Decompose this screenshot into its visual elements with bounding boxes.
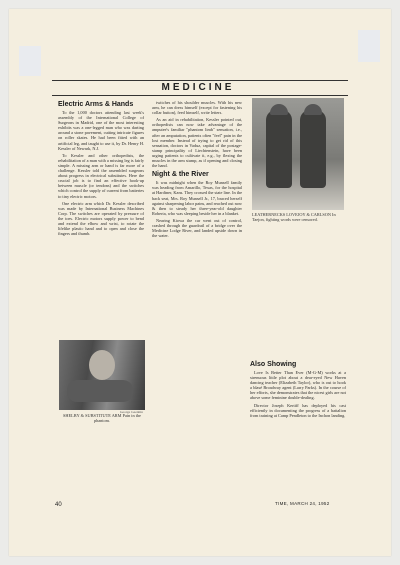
tape-strip-right	[358, 30, 380, 62]
article-heading-night-river: Night & the River	[152, 171, 209, 179]
paragraph: Director Joseph Kertiff has deployed his cast efficiently in documenting the progress of a battalion from training at Camp Pendleton to the Inchon landing.	[250, 402, 346, 418]
paragraph: To Kessler and other orthopedists, the rehabilitation of a man with a missing leg is fairly simple. A missing arm or hand is far more of a challenge. Kessler told the assembled surgeons about progress in electrical substitutes. Here the crucial job is to find an effective hook-up between muscle (or tendons) and the switches which control the supply of current from batteries to tiny electric motors.	[58, 152, 144, 199]
column-2	[152, 100, 242, 405]
paragraph: Nearing Kiowa the car went out of control, crashed through the guardrail of a bridge over the Medicine Lodge River, and landed upside down in the water.	[152, 217, 242, 239]
photo-arm	[67, 380, 133, 402]
column-3	[250, 360, 346, 505]
page-number: 40	[55, 502, 62, 508]
soldier-figure	[266, 110, 292, 188]
section-header: MEDICINE	[161, 82, 235, 93]
article-heading-also-showing: Also Showing	[250, 361, 297, 368]
issue-footer: TIME, MARCH 24, 1952	[275, 501, 330, 506]
soldier-figure	[300, 110, 326, 188]
helmet	[304, 104, 322, 115]
paragraph: One electric arm which Dr. Kessler described was made by International Business Machines Corp. The switches are operated by pressure of the toes. Electric motors supply power to bend and extend the elbow and wrist, to rotate the lifelike plastic hand and to open and close the fingers and thumb.	[58, 200, 144, 237]
helmet	[270, 104, 288, 115]
paragraph: To the 1,000 doctors attending last week's assembly of the International College of Surgeons in Madrid, one of the most interesting exhibits was a one-legged man who was darting around a stone pavement, cutting intricate figures on roller skates. He had been fitted with an artificial leg, and taught to use it, by Dr. Henry H. Kessler of Newark, N.J.	[58, 110, 144, 151]
header-rule-bottom	[52, 95, 348, 96]
column-1	[58, 100, 144, 338]
photo-soldiers	[252, 98, 344, 210]
article-heading-electric-arms: Electric Arms & Hands	[58, 101, 134, 108]
header-rule-top	[52, 80, 348, 81]
paragraph: It was midnight when the Roy Munsell family was heading from Amarillo, Texas, for the hospital at Hardtner, Kans. They crossed the state line. In the back seat, Mrs. Roy Munsell Jr., 17, braced herself against sharpening labor pains, and reached out now & then to steady her three-year-old daughter Roberta, who was sleeping beside her in a blanket.	[152, 180, 242, 216]
paragraph: As an aid in rehabilitation, Kessler pointed out, orthopedists can now take advantage of the amputee's familiar "phantom limb" sensation, i.e., after an amputation, patients often "feel" pain in the lost member. Instead of trying to get rid of this sensation, doctors in Vaduz, capital of the postage-stamp principality of Liechtenstein, have been urging patients to cultivate it, e.g., by flexing the muscles in the arm stump, as if opening and closing the hand.	[152, 117, 242, 169]
photo-caption-2: LEATHERNECKS LOVEJOY & CARLSON In Taejon, fighting words were censored.	[252, 212, 336, 222]
photo-credit: George Gaenhin	[120, 410, 143, 414]
photo-face	[89, 350, 115, 380]
photo-amputee-arm	[59, 340, 145, 410]
paragraph: twitches of his shoulder muscles. With his new arm, he can dress himself (except for fastening his collar button), feed himself, write letters.	[152, 100, 242, 116]
paragraph: Love Is Better Than Ever (M-G-M) works at a strenuous little plot about a dear-eyed New Haven dancing teacher (Elizabeth Taylor), who is out to hook a blasé Broadway agent (Larry Parks). In the course of her efforts, she demonstrates that the nicest girls are not above some feminine double-dealing.	[250, 370, 346, 401]
tape-strip-left	[19, 46, 41, 76]
photo-caption-1: SHELBY & SUBSTITUTE ARM Pain in the phantom.	[63, 413, 141, 423]
